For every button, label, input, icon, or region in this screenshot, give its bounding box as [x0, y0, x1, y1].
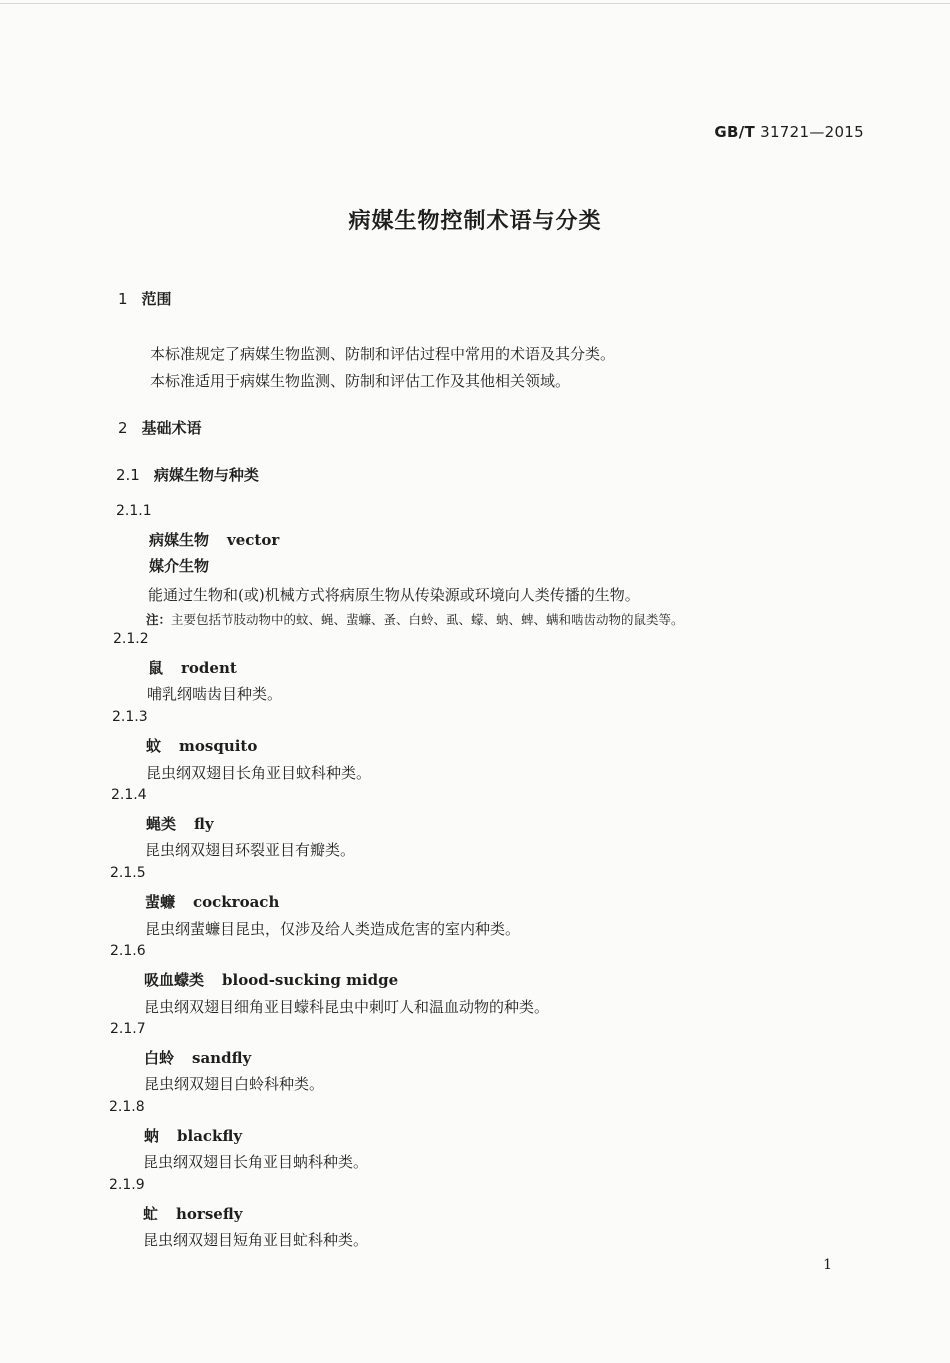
term-definition: 昆虫纲双翅目细角亚目蠓科昆虫中刺叮人和温血动物的种类。 [144, 998, 550, 1016]
clause-number: 2.1.4 [111, 787, 147, 803]
term-chinese: 病媒生物 [149, 531, 210, 549]
term-chinese: 蚊 [146, 737, 162, 755]
term-chinese: 白蛉 [144, 1049, 175, 1067]
term-chinese: 蜚蠊 [145, 893, 176, 911]
term-chinese: 虻 [143, 1205, 159, 1223]
term-english: blood-sucking midge [222, 971, 399, 989]
section-title: 范围 [141, 290, 172, 308]
term-entry [144, 969, 398, 990]
section-title: 病媒生物与种类 [153, 466, 259, 484]
clause-number: 2.1.5 [110, 865, 146, 881]
term-english: mosquito [179, 737, 258, 755]
term-definition: 昆虫纲蜚蠊目昆虫，仅涉及给人类造成危害的室内种类。 [145, 920, 521, 938]
standard-prefix: GB/T [714, 123, 756, 141]
scan-edge-line [0, 3, 950, 4]
section-1-heading [118, 288, 172, 309]
note-text: 主要包括节肢动物中的蚊、蝇、蜚蠊、蚤、白蛉、虱、蠓、蚋、蜱、螨和啮齿动物的鼠类等。 [171, 612, 684, 627]
clause-number: 2.1.3 [112, 709, 148, 725]
standard-code [714, 123, 864, 141]
term-alternate-chinese: 媒介生物 [149, 557, 210, 575]
clause-number: 2.1.8 [109, 1099, 145, 1115]
term-entry [146, 735, 257, 756]
term-entry [143, 1203, 242, 1224]
term-alternate [149, 555, 209, 576]
section-title: 基础术语 [141, 419, 202, 437]
term-entry [148, 657, 237, 678]
term-definition: 昆虫纲双翅目长角亚目蚊科种类。 [146, 764, 372, 782]
term-chinese: 蚋 [144, 1127, 160, 1145]
note-label: 注： [146, 612, 172, 627]
term-entry [149, 529, 279, 550]
term-entry [146, 813, 214, 834]
term-note [146, 610, 684, 628]
term-definition: 昆虫纲双翅目环裂亚目有瓣类。 [145, 841, 356, 859]
clause-number: 2.1.2 [113, 631, 149, 647]
term-chinese: 鼠 [148, 659, 164, 677]
section-number: 2.1 [116, 466, 140, 484]
section-2-heading [118, 417, 202, 438]
clause-number: 2.1.1 [116, 503, 152, 519]
clause-number: 2.1.7 [110, 1021, 146, 1037]
term-entry [144, 1125, 242, 1146]
term-definition: 昆虫纲双翅目白蛉科种类。 [144, 1075, 325, 1093]
term-english: blackfly [177, 1127, 243, 1145]
term-definition: 能通过生物和(或)机械方式将病原生物从传染源或环境向人类传播的生物。 [148, 586, 640, 604]
section-number: 2 [118, 419, 128, 437]
term-entry [145, 891, 279, 912]
section-2-1-heading [116, 464, 259, 485]
term-definition: 昆虫纲双翅目短角亚目虻科种类。 [143, 1231, 369, 1249]
term-english: vector [227, 531, 280, 549]
term-chinese: 吸血蠓类 [144, 971, 205, 989]
term-english: sandfly [192, 1049, 252, 1067]
term-english: fly [194, 815, 214, 833]
term-definition: 哺乳纲啮齿目种类。 [147, 685, 283, 703]
clause-number: 2.1.9 [109, 1177, 145, 1193]
standard-number: 31721—2015 [755, 123, 864, 141]
term-english: horsefly [176, 1205, 243, 1223]
term-chinese: 蝇类 [146, 815, 177, 833]
term-english: rodent [181, 659, 237, 677]
term-english: cockroach [193, 893, 280, 911]
section-number: 1 [118, 290, 128, 308]
page-number: 1 [823, 1257, 832, 1273]
term-entry [144, 1047, 251, 1068]
scope-paragraph: 本标准规定了病媒生物监测、防制和评估过程中常用的术语及其分类。 [150, 345, 616, 363]
term-definition: 昆虫纲双翅目长角亚目蚋科种类。 [143, 1153, 369, 1171]
document-title: 病媒生物控制术语与分类 [348, 209, 602, 234]
scope-paragraph: 本标准适用于病媒生物监测、防制和评估工作及其他相关领域。 [150, 372, 571, 390]
clause-number: 2.1.6 [110, 943, 146, 959]
